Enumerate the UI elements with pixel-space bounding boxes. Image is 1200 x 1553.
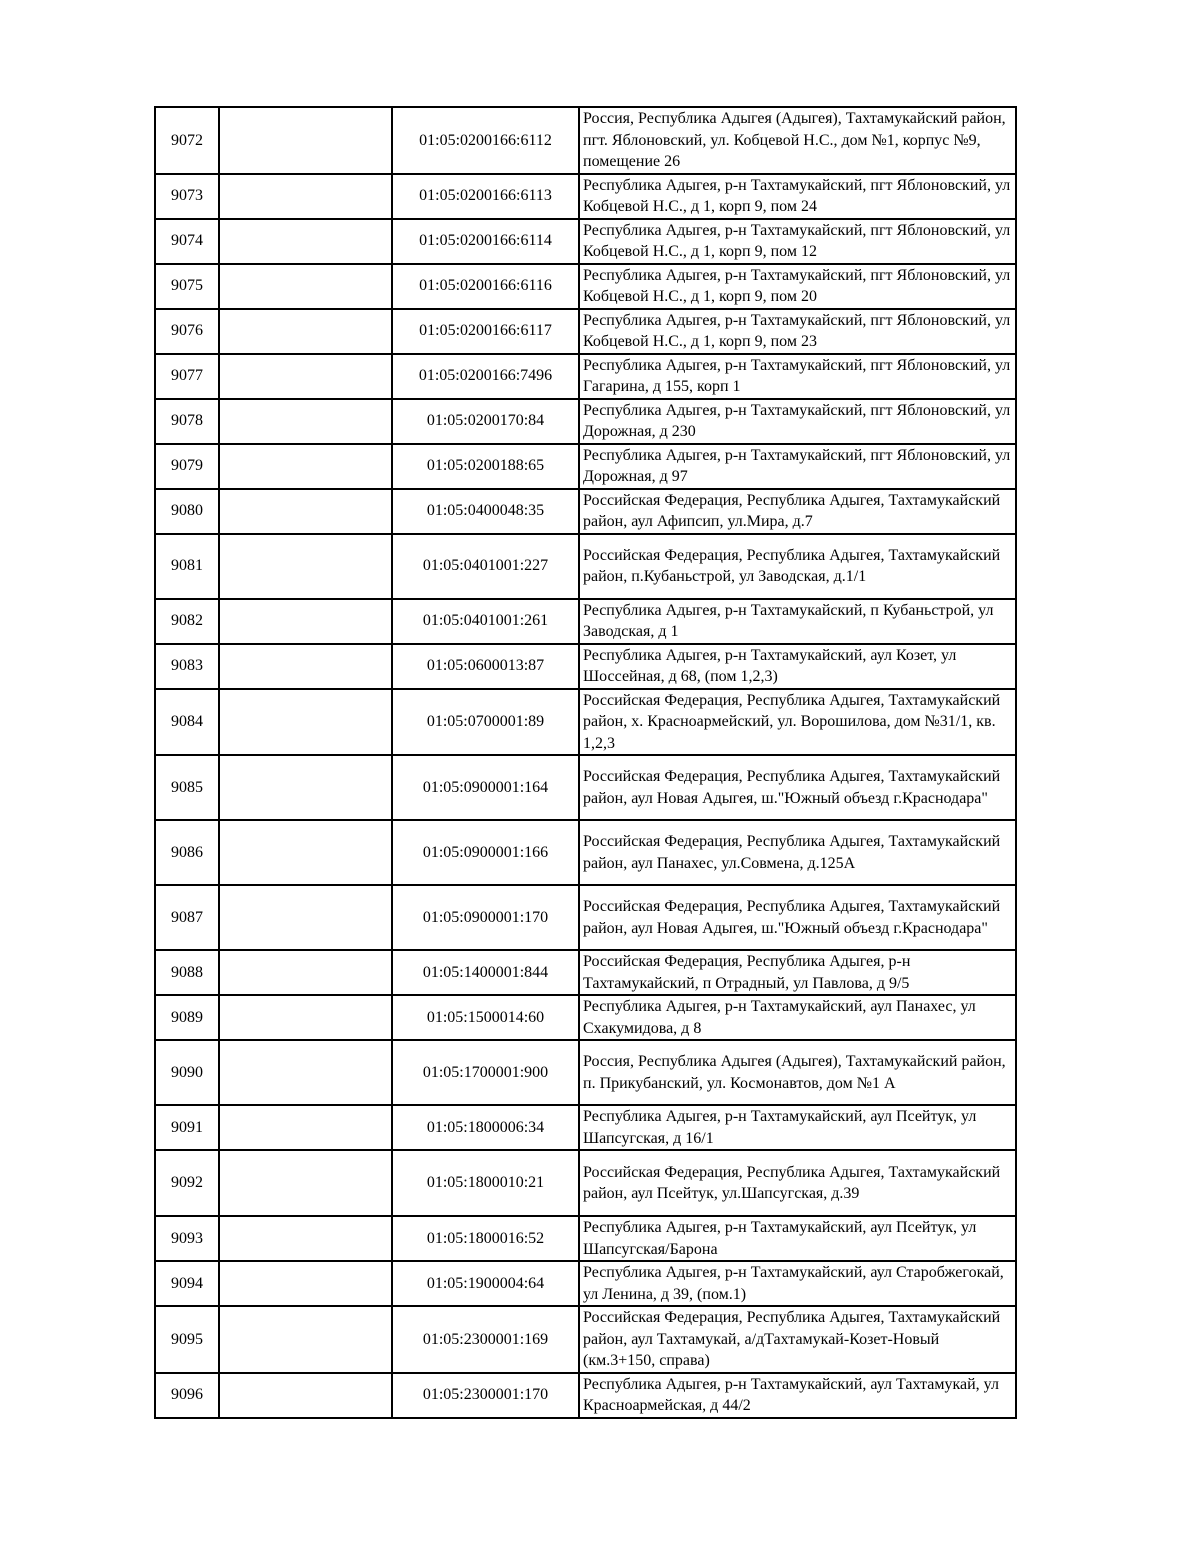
table-row: [155, 1216, 1016, 1261]
table-row: [155, 950, 1016, 995]
empty-cell: [219, 1306, 392, 1373]
cadastral-number: 01:05:0200166:6117: [392, 309, 579, 354]
row-number: 9081: [155, 534, 219, 599]
cadastral-number: 01:05:0900001:164: [392, 755, 579, 820]
empty-cell: [219, 1105, 392, 1150]
cadastral-number: 01:05:1800006:34: [392, 1105, 579, 1150]
cadastral-number: 01:05:0200166:6112: [392, 107, 579, 174]
table-row: [155, 755, 1016, 820]
cadastral-number: 01:05:0400048:35: [392, 489, 579, 534]
row-number: 9078: [155, 399, 219, 444]
cadastral-number: 01:05:1800010:21: [392, 1150, 579, 1216]
address: Республика Адыгея, р-н Тахтамукайский, пгт Яблоновский, ул Дорожная, д 230: [579, 399, 1016, 444]
address: Российская Федерация, Республика Адыгея, Тахтамукайский район, аул Новая Адыгея, ш."Южный объезд г.Краснодара": [579, 755, 1016, 820]
table-row: [155, 444, 1016, 489]
empty-cell: [219, 107, 392, 174]
row-number: 9074: [155, 219, 219, 264]
table-row: [155, 644, 1016, 689]
row-number: 9083: [155, 644, 219, 689]
address: Российская Федерация, Республика Адыгея, Тахтамукайский район, аул Панахес, ул.Совмена, д.125А: [579, 820, 1016, 885]
table-row: [155, 1373, 1016, 1418]
table-row: [155, 599, 1016, 644]
table-row: [155, 1040, 1016, 1105]
address: Российская Федерация, Республика Адыгея, Тахтамукайский район, х. Красноармейский, ул. Ворошилова, дом №31/1, кв. 1,2,3: [579, 689, 1016, 756]
row-number: 9076: [155, 309, 219, 354]
cadastral-number: 01:05:0200166:6114: [392, 219, 579, 264]
table-row: [155, 219, 1016, 264]
row-number: 9092: [155, 1150, 219, 1216]
row-number: 9089: [155, 995, 219, 1040]
table-row: [155, 885, 1016, 950]
table-row: [155, 689, 1016, 756]
row-number: 9090: [155, 1040, 219, 1105]
row-number: 9077: [155, 354, 219, 399]
table-row: [155, 1150, 1016, 1216]
property-table: [154, 106, 1017, 1419]
cadastral-number: 01:05:2300001:170: [392, 1373, 579, 1418]
empty-cell: [219, 219, 392, 264]
table-row: [155, 399, 1016, 444]
address: Россия, Республика Адыгея (Адыгея), Тахтамукайский район, п. Прикубанский, ул. Космонавтов, дом №1 А: [579, 1040, 1016, 1105]
row-number: 9084: [155, 689, 219, 756]
table-row: [155, 264, 1016, 309]
cadastral-number: 01:05:0401001:227: [392, 534, 579, 599]
address: Республика Адыгея, р-н Тахтамукайский, пгт Яблоновский, ул Кобцевой Н.С., д 1, корп 9, пом 24: [579, 174, 1016, 219]
table-row: [155, 1306, 1016, 1373]
address: Республика Адыгея, р-н Тахтамукайский, п Кубаньстрой, ул Заводская, д 1: [579, 599, 1016, 644]
address: Россия, Республика Адыгея (Адыгея), Тахтамукайский район, пгт. Яблоновский, ул. Кобцевой Н.С., дом №1, корпус №9, помещение 26: [579, 107, 1016, 174]
cadastral-number: 01:05:2300001:169: [392, 1306, 579, 1373]
address: Республика Адыгея, р-н Тахтамукайский, аул Старобжегокай, ул Ленина, д 39, (пом.1): [579, 1261, 1016, 1306]
empty-cell: [219, 354, 392, 399]
cadastral-number: 01:05:0401001:261: [392, 599, 579, 644]
empty-cell: [219, 489, 392, 534]
address: Республика Адыгея, р-н Тахтамукайский, аул Псейтук, ул Шапсугская, д 16/1: [579, 1105, 1016, 1150]
address: Республика Адыгея, р-н Тахтамукайский, пгт Яблоновский, ул Гагарина, д 155, корп 1: [579, 354, 1016, 399]
address: Российская Федерация, Республика Адыгея, Тахтамукайский район, аул Новая Адыгея, ш."Южный объезд г.Краснодара": [579, 885, 1016, 950]
address: Республика Адыгея, р-н Тахтамукайский, пгт Яблоновский, ул Дорожная, д 97: [579, 444, 1016, 489]
empty-cell: [219, 820, 392, 885]
empty-cell: [219, 950, 392, 995]
address: Российская Федерация, Республика Адыгея, Тахтамукайский район, аул Афипсип, ул.Мира, д.7: [579, 489, 1016, 534]
address: Республика Адыгея, р-н Тахтамукайский, пгт Яблоновский, ул Кобцевой Н.С., д 1, корп 9, пом 12: [579, 219, 1016, 264]
row-number: 9086: [155, 820, 219, 885]
address: Республика Адыгея, р-н Тахтамукайский, аул Тахтамукай, ул Красноармейская, д 44/2: [579, 1373, 1016, 1418]
empty-cell: [219, 399, 392, 444]
table-row: [155, 1105, 1016, 1150]
table-row: [155, 534, 1016, 599]
cadastral-number: 01:05:1700001:900: [392, 1040, 579, 1105]
table-row: [155, 820, 1016, 885]
address: Республика Адыгея, р-н Тахтамукайский, аул Панахес, ул Схакумидова, д 8: [579, 995, 1016, 1040]
empty-cell: [219, 444, 392, 489]
cadastral-number: 01:05:0200166:6113: [392, 174, 579, 219]
row-number: 9094: [155, 1261, 219, 1306]
cadastral-number: 01:05:0200166:6116: [392, 264, 579, 309]
table-row: [155, 1261, 1016, 1306]
empty-cell: [219, 995, 392, 1040]
empty-cell: [219, 264, 392, 309]
row-number: 9080: [155, 489, 219, 534]
row-number: 9072: [155, 107, 219, 174]
cadastral-number: 01:05:0200170:84: [392, 399, 579, 444]
row-number: 9087: [155, 885, 219, 950]
table-row: [155, 309, 1016, 354]
address: Российская Федерация, Республика Адыгея, Тахтамукайский район, аул Тахтамукай, а/дТахтамукай-Козет-Новый (км.3+150, справа): [579, 1306, 1016, 1373]
empty-cell: [219, 1150, 392, 1216]
table-row: [155, 489, 1016, 534]
empty-cell: [219, 599, 392, 644]
cadastral-number: 01:05:0600013:87: [392, 644, 579, 689]
empty-cell: [219, 309, 392, 354]
row-number: 9082: [155, 599, 219, 644]
cadastral-number: 01:05:0700001:89: [392, 689, 579, 756]
empty-cell: [219, 534, 392, 599]
table-row: [155, 995, 1016, 1040]
row-number: 9085: [155, 755, 219, 820]
cadastral-number: 01:05:1400001:844: [392, 950, 579, 995]
address: Российская Федерация, Республика Адыгея, р-н Тахтамукайский, п Отрадный, ул Павлова, д 9/5: [579, 950, 1016, 995]
cadastral-number: 01:05:0900001:170: [392, 885, 579, 950]
row-number: 9073: [155, 174, 219, 219]
address: Российская Федерация, Республика Адыгея, Тахтамукайский район, п.Кубаньстрой, ул Заводская, д.1/1: [579, 534, 1016, 599]
address: Республика Адыгея, р-н Тахтамукайский, аул Псейтук, ул Шапсугская/Барона: [579, 1216, 1016, 1261]
row-number: 9075: [155, 264, 219, 309]
row-number: 9088: [155, 950, 219, 995]
empty-cell: [219, 1261, 392, 1306]
empty-cell: [219, 174, 392, 219]
cadastral-number: 01:05:0900001:166: [392, 820, 579, 885]
row-number: 9093: [155, 1216, 219, 1261]
empty-cell: [219, 644, 392, 689]
empty-cell: [219, 1373, 392, 1418]
cadastral-number: 01:05:0200188:65: [392, 444, 579, 489]
empty-cell: [219, 689, 392, 756]
table-row: [155, 107, 1016, 174]
address: Республика Адыгея, р-н Тахтамукайский, пгт Яблоновский, ул Кобцевой Н.С., д 1, корп 9, пом 23: [579, 309, 1016, 354]
row-number: 9079: [155, 444, 219, 489]
empty-cell: [219, 885, 392, 950]
cadastral-number: 01:05:1800016:52: [392, 1216, 579, 1261]
address: Республика Адыгея, р-н Тахтамукайский, пгт Яблоновский, ул Кобцевой Н.С., д 1, корп 9, пом 20: [579, 264, 1016, 309]
cadastral-number: 01:05:1500014:60: [392, 995, 579, 1040]
empty-cell: [219, 1216, 392, 1261]
table-row: [155, 174, 1016, 219]
cadastral-number: 01:05:0200166:7496: [392, 354, 579, 399]
cadastral-number: 01:05:1900004:64: [392, 1261, 579, 1306]
table-row: [155, 354, 1016, 399]
empty-cell: [219, 755, 392, 820]
address: Российская Федерация, Республика Адыгея, Тахтамукайский район, аул Псейтук, ул.Шапсугская, д.39: [579, 1150, 1016, 1216]
row-number: 9095: [155, 1306, 219, 1373]
row-number: 9091: [155, 1105, 219, 1150]
row-number: 9096: [155, 1373, 219, 1418]
empty-cell: [219, 1040, 392, 1105]
address: Республика Адыгея, р-н Тахтамукайский, аул Козет, ул Шоссейная, д 68, (пом 1,2,3): [579, 644, 1016, 689]
table-body: [155, 107, 1016, 1418]
